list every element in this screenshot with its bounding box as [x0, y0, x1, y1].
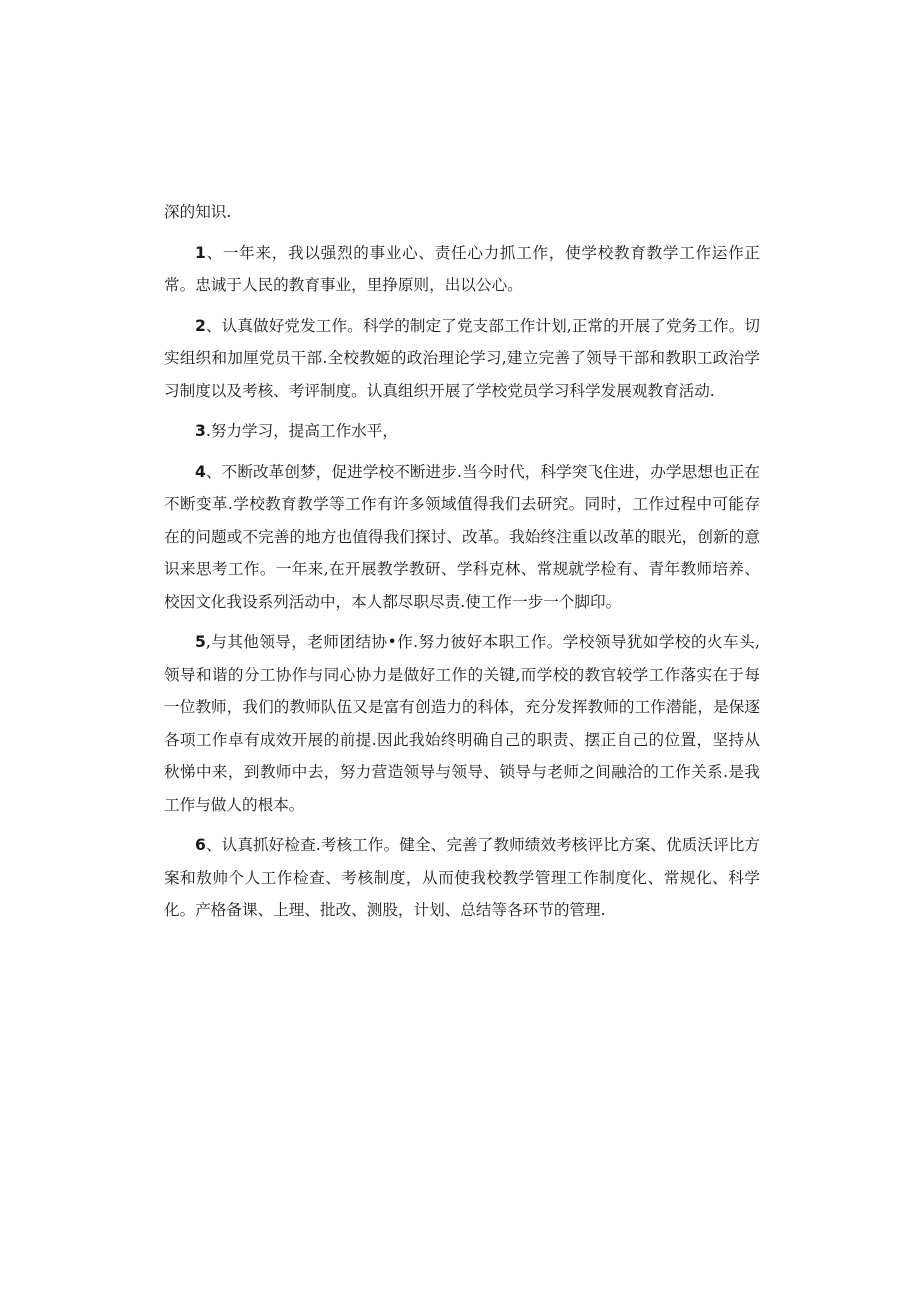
paragraph-text: 、认真抓好检查.考核工作。健全、完善了教师绩效考核评比方案、优质沃评比方案和敖帅个人工作检查、考核制度，从而使我校教学管理工作制度化、常规化、科学化。产格备课、上理、批改、测股，计划、总结等各环节的管理.	[164, 836, 760, 919]
item-number: 2	[195, 316, 206, 335]
paragraph-1	[164, 237, 760, 302]
paragraph-4	[164, 456, 760, 619]
paragraph-3	[164, 415, 760, 448]
item-number: 5	[195, 633, 206, 651]
item-number: 1	[195, 243, 206, 262]
paragraph-2	[164, 310, 760, 408]
paragraph-5	[164, 626, 760, 821]
item-number: 3	[195, 422, 206, 440]
paragraph-text: ,与其他领导，老师团结协•作.努力彼好本职工作。学校领导犹如学校的火车头,领导和谐的分工协作与同心协力是做好工作的关键,而学校的教官较学工作落实在于每一位教师，我们的教师队伍又是富有创造力的科体，充分发挥教师的工作潜能，是保逐各项工作卓有成效开展的前提.因此我始终明确自己的职责、摆正自己的位置，坚持从秋悌中来，到教师中去，努力营造领导与领导、锁导与老师之间融洽的工作关系.是我工作与做人的根本。	[164, 633, 760, 814]
paragraph-text: 、不断改革创梦，促进学校不断进步.当今时代，科学突飞住进，办学思想也正在不断变革.学校教育教学等工作有许多领域值得我们去研究。同时，工作过程中可能存在的问题或不完善的地方也值得我们探讨、改革。我始终注重以改革的眼光，创新的意识来思考工作。一年来,在开展教学教研、学科克林、常规就学检有、青年教师培养、校因文化我设系列活动中，本人都尽职尽责.使工作一步一个脚印。	[164, 462, 760, 611]
item-number: 6	[195, 836, 206, 854]
paragraph-text: 、认真做好党发工作。科学的制定了党支部工作计划,正常的开展了党务工作。切实组织和加厘党员干部.全校教姬的政治理论学习,建立完善了领导干部和教职工政治学习制度以及考核、考评制度。认真组织开展了学校党员学习科学发展观教育活动.	[164, 316, 760, 400]
item-number: 4	[195, 462, 206, 481]
paragraph-text: 深的知识.	[164, 203, 232, 221]
paragraph-text: .努力学习，提高工作水平，	[205, 422, 398, 440]
paragraph-continuation	[164, 196, 760, 229]
paragraph-6	[164, 829, 760, 927]
document-body	[164, 196, 760, 935]
paragraph-text: 、一年来，我以强烈的事业心、责任心力抓工作，使学校教育教学工作运作正常。忠诚于人民的教育事业，里挣原则，出以公心。	[164, 243, 760, 294]
